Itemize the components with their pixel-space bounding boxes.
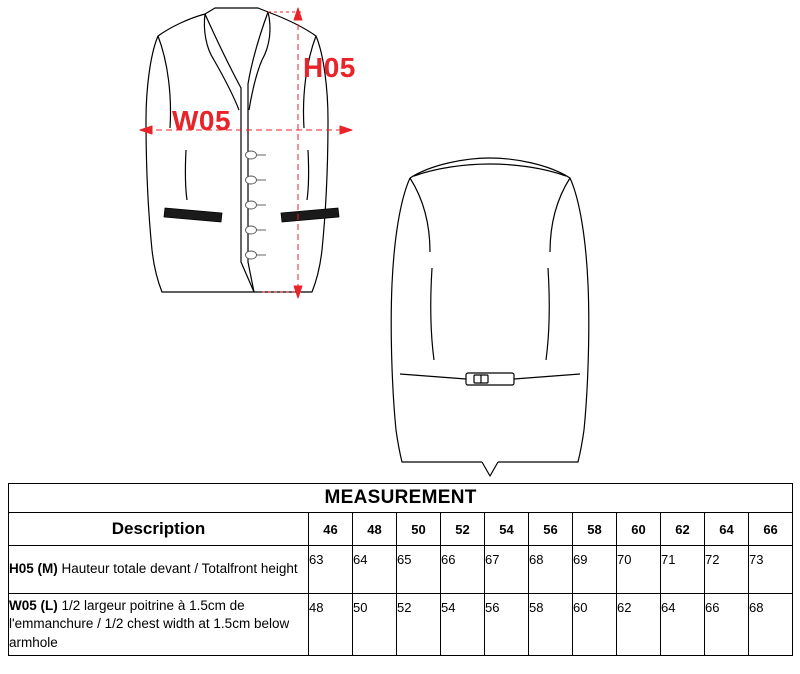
- cell-w05-50: 52: [397, 594, 441, 656]
- cell-h05-58: 69: [573, 546, 617, 594]
- size-header-54: 54: [485, 513, 529, 546]
- cell-w05-62: 64: [661, 594, 705, 656]
- size-header-60: 60: [617, 513, 661, 546]
- table-row: [9, 546, 793, 594]
- dimension-label-h05: H05: [303, 52, 356, 83]
- size-header-56: 56: [529, 513, 573, 546]
- cell-w05-64: 66: [705, 594, 749, 656]
- cell-h05-54: 67: [485, 546, 529, 594]
- cell-h05-62: 71: [661, 546, 705, 594]
- row-text-h05: Hauteur totale devant / Totalfront height: [57, 561, 298, 577]
- row-code-h05: H05 (M): [9, 561, 58, 577]
- row-description-w05: [9, 594, 309, 656]
- size-header-52: 52: [441, 513, 485, 546]
- cell-w05-46: 48: [309, 594, 353, 656]
- size-header-50: 50: [397, 513, 441, 546]
- table-header-row: [9, 513, 793, 546]
- cell-w05-66: 68: [749, 594, 793, 656]
- cell-w05-52: 54: [441, 594, 485, 656]
- cell-w05-54: 56: [485, 594, 529, 656]
- cell-h05-64: 72: [705, 546, 749, 594]
- cell-w05-60: 62: [617, 594, 661, 656]
- cell-w05-58: 60: [573, 594, 617, 656]
- size-header-46: 46: [309, 513, 353, 546]
- description-header: Description: [9, 513, 309, 546]
- size-header-48: 48: [353, 513, 397, 546]
- measurement-table: [8, 483, 793, 656]
- row-text-w05: 1/2 largeur poitrine à 1.5cm de l'emmanchure / 1/2 chest width at 1.5cm below armhole: [9, 598, 290, 650]
- cell-h05-48: 64: [353, 546, 397, 594]
- size-header-58: 58: [573, 513, 617, 546]
- row-description-h05: [9, 546, 309, 594]
- cell-w05-56: 58: [529, 594, 573, 656]
- cell-h05-46: 63: [309, 546, 353, 594]
- size-header-64: 64: [705, 513, 749, 546]
- table-title: MEASUREMENT: [9, 484, 793, 513]
- cell-h05-66: 73: [749, 546, 793, 594]
- cell-h05-56: 68: [529, 546, 573, 594]
- table-row: [9, 594, 793, 656]
- size-header-66: 66: [749, 513, 793, 546]
- cell-h05-50: 65: [397, 546, 441, 594]
- dimension-label-w05: W05: [172, 105, 232, 136]
- cell-h05-60: 70: [617, 546, 661, 594]
- row-code-w05: W05 (L): [9, 598, 58, 614]
- cell-w05-48: 50: [353, 594, 397, 656]
- cell-h05-52: 66: [441, 546, 485, 594]
- size-header-62: 62: [661, 513, 705, 546]
- table-title-row: [9, 484, 793, 513]
